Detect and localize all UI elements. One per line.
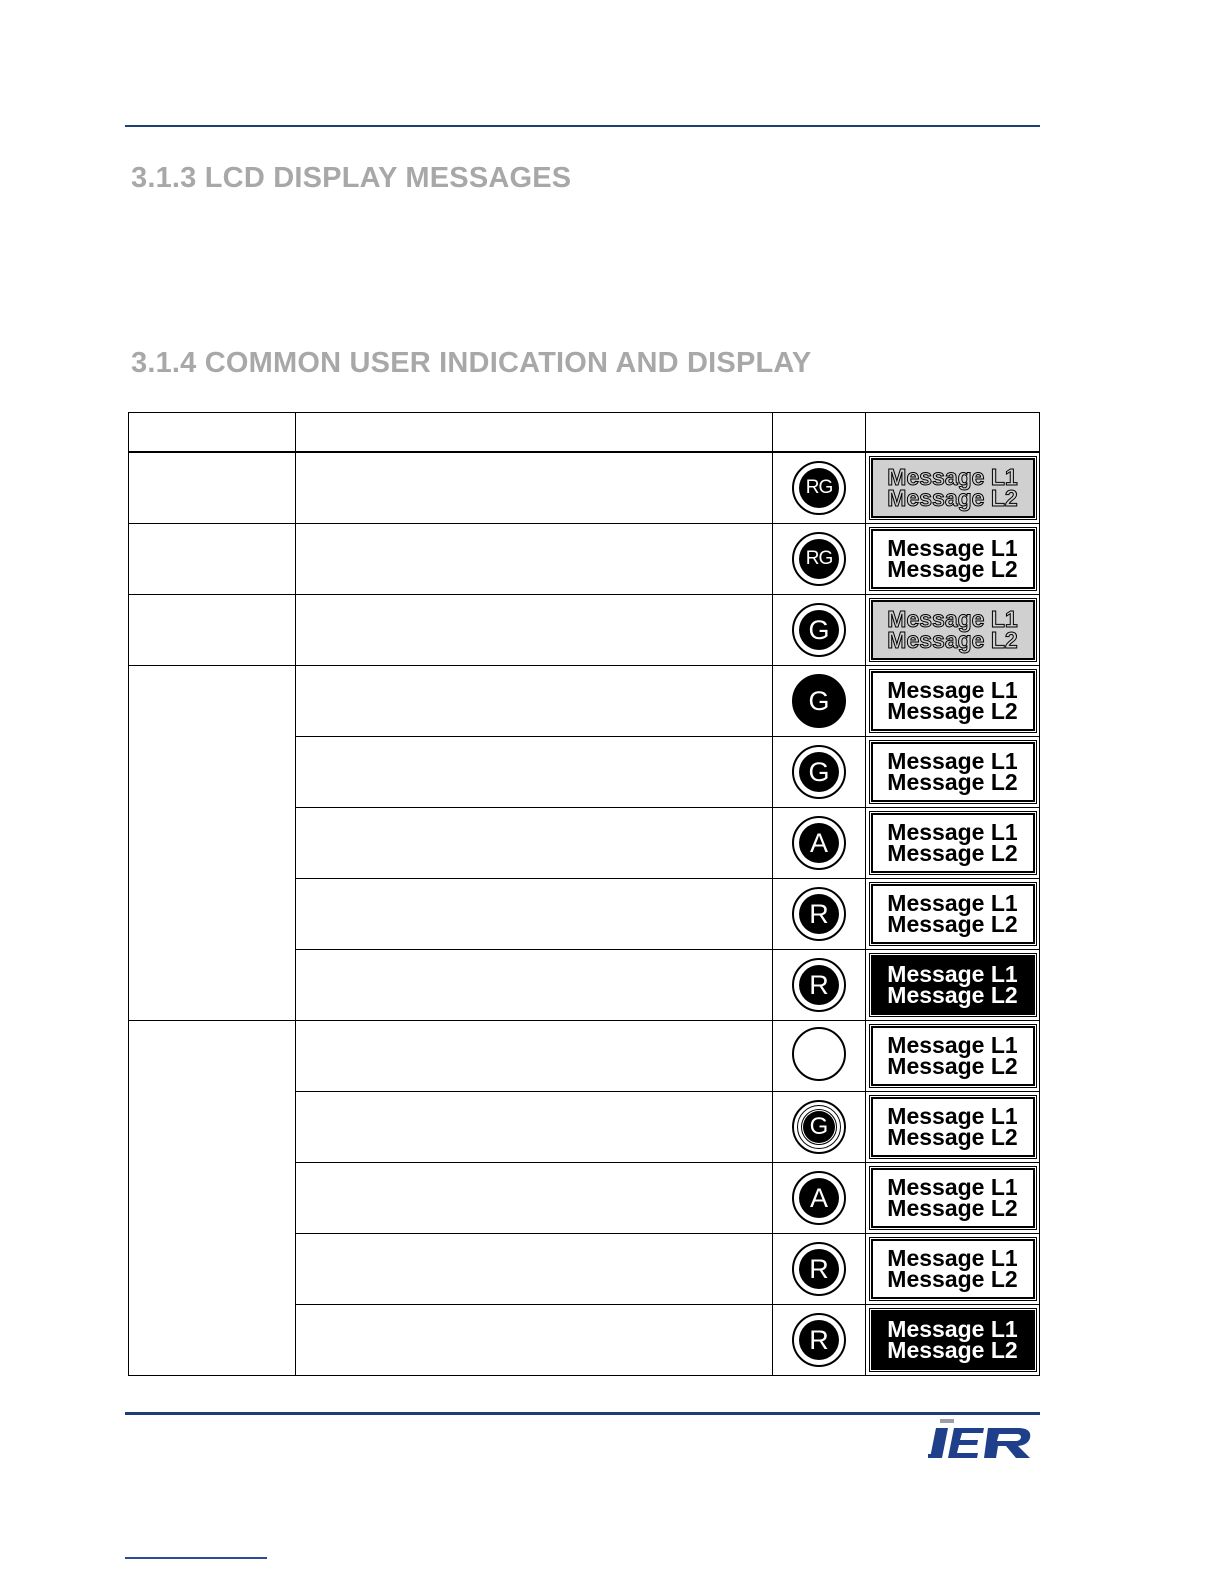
lcd-display (871, 600, 1035, 660)
condition-cell (129, 524, 296, 595)
description-cell (296, 737, 773, 808)
lcd-line1: Message L1 (887, 1316, 1018, 1342)
lcd-line2: Message L2 (887, 982, 1018, 1008)
display-cell (866, 1234, 1040, 1305)
lcd-display (871, 529, 1035, 589)
lcd-line1: Message L1 (887, 748, 1018, 774)
indicator-cell (773, 524, 866, 595)
description-cell (296, 1021, 773, 1092)
lcd-line2: Message L2 (887, 911, 1018, 937)
status-led-icon (792, 887, 846, 941)
indicator-cell (773, 1305, 866, 1376)
status-led-icon (792, 1027, 846, 1081)
lcd-line1: Message L1 (887, 890, 1018, 916)
lcd-display (871, 1168, 1035, 1228)
lcd-line1: Message L1 (887, 1032, 1018, 1058)
header-cell (773, 413, 866, 453)
status-led-icon (792, 1100, 846, 1154)
lcd-line1: Message L1 (887, 1103, 1018, 1129)
status-led-icon (792, 532, 846, 586)
led-letter: R (799, 894, 839, 934)
lcd-display (871, 742, 1035, 802)
lcd-line2: Message L2 (887, 1337, 1018, 1363)
lcd-line1: Message L1 (887, 535, 1018, 561)
led-letter: R (799, 1249, 839, 1289)
display-cell (866, 737, 1040, 808)
display-cell (866, 1092, 1040, 1163)
display-cell (866, 452, 1040, 524)
led-letter: G (803, 1111, 835, 1143)
indicator-cell (773, 595, 866, 666)
indicator-cell (773, 737, 866, 808)
lcd-line1: Message L1 (887, 1245, 1018, 1271)
indicator-cell (773, 879, 866, 950)
lcd-line1: Message L1 (887, 961, 1018, 987)
led-letter: G (808, 685, 830, 716)
description-cell (296, 452, 773, 524)
table-row (129, 666, 1040, 737)
lcd-line2: Message L2 (887, 840, 1018, 866)
lcd-line2: Message L2 (887, 1266, 1018, 1292)
display-cell (866, 1021, 1040, 1092)
footnote-rule (125, 1557, 267, 1559)
lcd-line2: Message L2 (887, 698, 1018, 724)
status-led-icon (792, 461, 846, 515)
table-header-row (129, 413, 1040, 453)
led-letter: A (799, 823, 839, 863)
led-letter: G (799, 610, 839, 650)
description-cell (296, 1234, 773, 1305)
table-row (129, 595, 1040, 666)
lcd-line2: Message L2 (887, 556, 1018, 582)
indicator-cell (773, 808, 866, 879)
lcd-line1: Message L1 (887, 819, 1018, 845)
display-cell (866, 666, 1040, 737)
lcd-display (871, 1097, 1035, 1157)
display-cell (866, 1163, 1040, 1234)
indicator-cell (773, 950, 866, 1021)
display-cell (866, 595, 1040, 666)
condition-cell (129, 666, 296, 1021)
lcd-line2: Message L2 (887, 1195, 1018, 1221)
display-cell (866, 879, 1040, 950)
indicator-cell (773, 1163, 866, 1234)
status-led-icon (792, 816, 846, 870)
condition-cell (129, 452, 296, 524)
company-logo (928, 1418, 1040, 1462)
led-letter: RG (799, 539, 839, 579)
display-cell (866, 1305, 1040, 1376)
description-cell (296, 1163, 773, 1234)
display-cell (866, 524, 1040, 595)
lcd-display (871, 1239, 1035, 1299)
lcd-display (871, 671, 1035, 731)
description-cell (296, 808, 773, 879)
lcd-display (871, 884, 1035, 944)
led-letter: R (799, 1320, 839, 1360)
section-heading-lcd-messages: 3.1.3 LCD DISPLAY MESSAGES (131, 162, 572, 194)
indicator-cell (773, 1021, 866, 1092)
description-cell (296, 595, 773, 666)
lcd-line2: Message L2 (887, 1124, 1018, 1150)
lcd-display (871, 955, 1035, 1015)
status-led-icon (792, 1313, 846, 1367)
indication-display-table (128, 412, 1040, 1376)
lcd-line2: Message L2 (887, 1053, 1018, 1079)
lcd-display (871, 1026, 1035, 1086)
condition-cell (129, 595, 296, 666)
condition-cell (129, 1021, 296, 1376)
description-cell (296, 950, 773, 1021)
led-letter: A (799, 1178, 839, 1218)
description-cell (296, 879, 773, 950)
header-rule (125, 125, 1040, 127)
led-letter: RG (799, 468, 839, 508)
lcd-line2: Message L2 (887, 485, 1018, 511)
display-cell (866, 808, 1040, 879)
description-cell (296, 1092, 773, 1163)
status-led-icon (792, 1242, 846, 1296)
header-cell (129, 413, 296, 453)
led-letter: R (799, 965, 839, 1005)
table-row (129, 1021, 1040, 1092)
lcd-display (871, 458, 1035, 518)
table-row (129, 452, 1040, 524)
footer-rule (125, 1412, 1040, 1415)
header-cell (866, 413, 1040, 453)
header-cell (296, 413, 773, 453)
lcd-display (871, 1310, 1035, 1370)
indicator-cell (773, 666, 866, 737)
description-cell (296, 524, 773, 595)
status-led-icon (792, 745, 846, 799)
lcd-line1: Message L1 (887, 464, 1018, 490)
status-led-icon (792, 674, 846, 728)
description-cell (296, 1305, 773, 1376)
table-body (129, 452, 1040, 1376)
display-cell (866, 950, 1040, 1021)
lcd-display (871, 813, 1035, 873)
indicator-cell (773, 1234, 866, 1305)
status-led-icon (792, 603, 846, 657)
lcd-line1: Message L1 (887, 677, 1018, 703)
lcd-line2: Message L2 (887, 769, 1018, 795)
indicator-cell (773, 452, 866, 524)
lcd-line1: Message L1 (887, 606, 1018, 632)
lcd-line2: Message L2 (887, 627, 1018, 653)
lcd-line1: Message L1 (887, 1174, 1018, 1200)
led-letter: G (799, 752, 839, 792)
indicator-cell (773, 1092, 866, 1163)
section-heading-common-indication: 3.1.4 COMMON USER INDICATION AND DISPLAY (131, 347, 812, 379)
status-led-icon (792, 1171, 846, 1225)
description-cell (296, 666, 773, 737)
status-led-icon (792, 958, 846, 1012)
table-row (129, 524, 1040, 595)
